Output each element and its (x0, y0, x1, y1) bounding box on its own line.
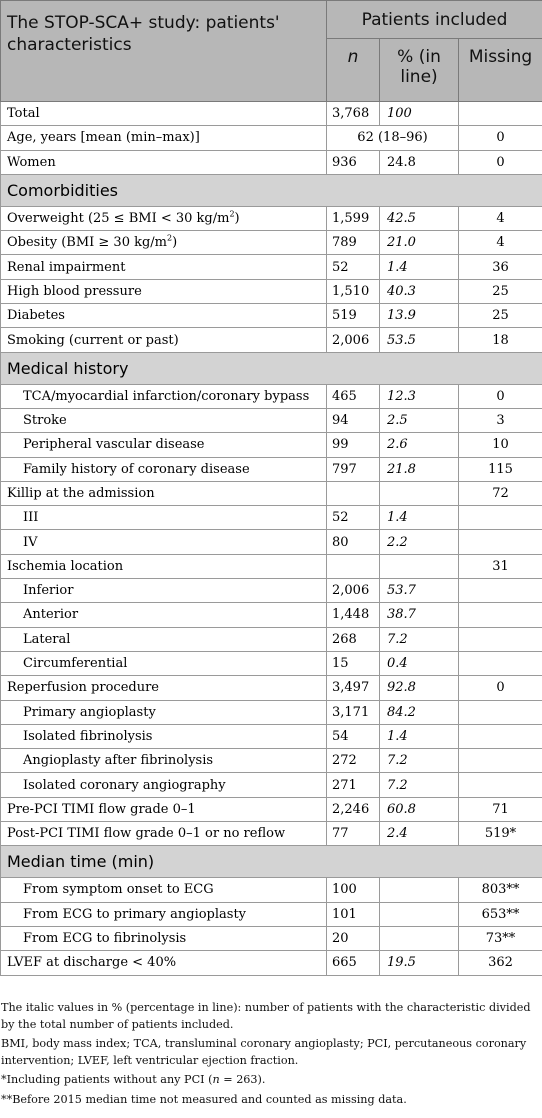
row-label: IV (1, 530, 327, 554)
row-label: Post-PCI TIMI flow grade 0–1 or no reflow (1, 822, 327, 846)
n-cell: 2,006 (327, 579, 380, 603)
row-label-suffix: ) (234, 211, 240, 227)
row-label: Killip at the admission (1, 481, 327, 505)
footnote-italic: The italic values in % (percentage in line): number of patients with the characteristic divided by the total number of patients included. (1, 1001, 531, 1031)
missing-cell: 31 (459, 554, 542, 578)
col-missing-header: Missing (459, 39, 542, 102)
table-row (1, 126, 542, 150)
n-cell: 2,246 (327, 797, 380, 821)
row-label (1, 206, 327, 230)
n-cell: 80 (327, 530, 380, 554)
missing-cell (459, 603, 542, 627)
row-label: Women (1, 150, 327, 174)
table-row (1, 554, 542, 578)
missing-cell: 519* (459, 822, 542, 846)
row-label: Ischemia location (1, 554, 327, 578)
pct-cell: 7.2 (380, 773, 459, 797)
row-label: Reperfusion procedure (1, 676, 327, 700)
row-label: Primary angioplasty (1, 700, 327, 724)
row-label: TCA/myocardial infarction/coronary bypass (1, 384, 327, 408)
missing-cell (459, 700, 542, 724)
table-row (1, 328, 542, 352)
row-label: Lateral (1, 627, 327, 651)
n-cell: 3,171 (327, 700, 380, 724)
pct-cell: 0.4 (380, 651, 459, 675)
n-cell: 2,006 (327, 328, 380, 352)
footnote-abbreviations: BMI, body mass index; TCA, transluminal coronary angioplasty; PCI, percutaneous coronary intervention; LVEF, left ventricular ejection fraction. (1, 1037, 527, 1067)
missing-cell (459, 506, 542, 530)
missing-cell: 25 (459, 279, 542, 303)
table-row (1, 279, 542, 303)
table-row (1, 676, 542, 700)
n-cell: 52 (327, 506, 380, 530)
n-cell: 936 (327, 150, 380, 174)
missing-cell (459, 530, 542, 554)
pct-cell: 2.6 (380, 433, 459, 457)
row-label-text: Overweight (25 ≤ BMI < 30 kg/m (7, 211, 230, 227)
n-cell (327, 481, 380, 505)
footnote-star-pre: *Including patients without any PCI ( (1, 1073, 213, 1086)
missing-cell: 36 (459, 255, 542, 279)
table-row (1, 433, 542, 457)
missing-cell: 115 (459, 457, 542, 481)
n-cell: 94 (327, 408, 380, 432)
table-row (1, 506, 542, 530)
table-row (1, 951, 542, 975)
pct-cell: 21.8 (380, 457, 459, 481)
section-row (1, 352, 542, 384)
pct-cell: 7.2 (380, 749, 459, 773)
footnote-star (1, 1072, 541, 1089)
row-label: From symptom onset to ECG (1, 878, 327, 902)
n-cell: 268 (327, 627, 380, 651)
row-label: Isolated coronary angiography (1, 773, 327, 797)
n-cell: 271 (327, 773, 380, 797)
row-label: Circumferential (1, 651, 327, 675)
table-row (1, 797, 542, 821)
pct-cell: 2.5 (380, 408, 459, 432)
table-row (1, 150, 542, 174)
n-cell: 797 (327, 457, 380, 481)
n-cell: 1,599 (327, 206, 380, 230)
col-pct-header: % (in line) (380, 39, 459, 102)
row-label: Renal impairment (1, 255, 327, 279)
table-row (1, 530, 542, 554)
n-cell: 789 (327, 231, 380, 255)
n-cell: 272 (327, 749, 380, 773)
pct-cell: 100 (380, 102, 459, 126)
n-cell: 1,448 (327, 603, 380, 627)
missing-cell (459, 102, 542, 126)
missing-cell: 18 (459, 328, 542, 352)
missing-cell (459, 627, 542, 651)
pct-cell: 53.7 (380, 579, 459, 603)
row-label: Total (1, 102, 327, 126)
missing-cell: 71 (459, 797, 542, 821)
table-row (1, 206, 542, 230)
pct-cell: 42.5 (380, 206, 459, 230)
section-row (1, 846, 542, 878)
pct-cell (380, 878, 459, 902)
n-cell: 54 (327, 724, 380, 748)
table-row (1, 651, 542, 675)
table-row (1, 822, 542, 846)
n-cell: 3,497 (327, 676, 380, 700)
table-row (1, 902, 542, 926)
missing-cell: 10 (459, 433, 542, 457)
row-label: From ECG to fibrinolysis (1, 926, 327, 950)
row-label-superscript: 2 (229, 209, 235, 219)
n-cell: 77 (327, 822, 380, 846)
pct-cell: 21.0 (380, 231, 459, 255)
table-title: The STOP-SCA+ study: patients' characteristics (1, 1, 327, 102)
row-label (1, 231, 327, 255)
pct-cell: 40.3 (380, 279, 459, 303)
row-label: Pre-PCI TIMI flow grade 0–1 (1, 797, 327, 821)
n-cell: 101 (327, 902, 380, 926)
missing-cell: 0 (459, 676, 542, 700)
row-label: Smoking (current or past) (1, 328, 327, 352)
table-row (1, 724, 542, 748)
table-row (1, 304, 542, 328)
n-cell: 99 (327, 433, 380, 457)
row-label: III (1, 506, 327, 530)
table-row (1, 603, 542, 627)
row-label: Peripheral vascular disease (1, 433, 327, 457)
table-row (1, 255, 542, 279)
pct-cell: 84.2 (380, 700, 459, 724)
pct-cell (380, 926, 459, 950)
footnote-double-star: **Before 2015 median time not measured and counted as missing data. (1, 1092, 407, 1106)
pct-cell: 1.4 (380, 724, 459, 748)
table-row (1, 700, 542, 724)
n-cell: 665 (327, 951, 380, 975)
row-label: Anterior (1, 603, 327, 627)
table-row (1, 481, 542, 505)
pct-cell: 12.3 (380, 384, 459, 408)
table-row (1, 878, 542, 902)
missing-cell: 0 (459, 150, 542, 174)
footnote-star-n: n (212, 1073, 220, 1086)
pct-cell (380, 554, 459, 578)
row-label: Stroke (1, 408, 327, 432)
missing-cell (459, 579, 542, 603)
missing-cell (459, 651, 542, 675)
n-cell: 1,510 (327, 279, 380, 303)
pct-cell: 2.2 (380, 530, 459, 554)
n-cell (327, 554, 380, 578)
n-cell: 52 (327, 255, 380, 279)
pct-cell: 60.8 (380, 797, 459, 821)
missing-cell: 3 (459, 408, 542, 432)
pct-cell: 19.5 (380, 951, 459, 975)
missing-cell: 362 (459, 951, 542, 975)
table-body (1, 102, 542, 976)
missing-cell: 73** (459, 926, 542, 950)
col-n-header: n (327, 39, 380, 102)
pct-cell (380, 902, 459, 926)
pct-cell: 38.7 (380, 603, 459, 627)
row-label: Diabetes (1, 304, 327, 328)
pct-cell: 13.9 (380, 304, 459, 328)
n-cell: 15 (327, 651, 380, 675)
row-label: High blood pressure (1, 279, 327, 303)
missing-cell: 4 (459, 206, 542, 230)
row-label: From ECG to primary angioplasty (1, 902, 327, 926)
table-row (1, 926, 542, 950)
section-row (1, 174, 542, 206)
row-label-text: Obesity (BMI ≥ 30 kg/m (7, 235, 168, 251)
row-label: Age, years [mean (min–max)] (1, 126, 327, 150)
n-cell: 465 (327, 384, 380, 408)
table-row (1, 773, 542, 797)
pct-cell: 53.5 (380, 328, 459, 352)
n-cell: 519 (327, 304, 380, 328)
pct-cell: 24.8 (380, 150, 459, 174)
footnote-star-post: = 263). (219, 1073, 266, 1086)
pct-cell: 92.8 (380, 676, 459, 700)
missing-cell: 72 (459, 481, 542, 505)
n-cell: 100 (327, 878, 380, 902)
row-label-suffix: ) (172, 235, 178, 251)
n-cell: 20 (327, 926, 380, 950)
row-label: LVEF at discharge < 40% (1, 951, 327, 975)
row-label-superscript: 2 (167, 234, 173, 243)
pct-cell: 1.4 (380, 506, 459, 530)
row-label: Family history of coronary disease (1, 457, 327, 481)
table-row (1, 627, 542, 651)
pct-cell: 7.2 (380, 627, 459, 651)
row-label: Angioplasty after fibrinolysis (1, 749, 327, 773)
pct-cell: 2.4 (380, 822, 459, 846)
patients-included-header: Patients included (327, 1, 542, 39)
table-row (1, 579, 542, 603)
table-row (1, 749, 542, 773)
row-label: Inferior (1, 579, 327, 603)
missing-cell: 0 (459, 126, 542, 150)
missing-cell: 803** (459, 878, 542, 902)
table-row (1, 408, 542, 432)
section-label: Median time (min) (1, 846, 542, 878)
row-label: Isolated fibrinolysis (1, 724, 327, 748)
missing-cell: 4 (459, 231, 542, 255)
table-row (1, 384, 542, 408)
missing-cell (459, 773, 542, 797)
section-label: Medical history (1, 352, 542, 384)
missing-cell: 653** (459, 902, 542, 926)
section-label: Comorbidities (1, 174, 542, 206)
missing-cell: 0 (459, 384, 542, 408)
pct-cell: 1.4 (380, 255, 459, 279)
n-cell: 3,768 (327, 102, 380, 126)
footnotes (0, 1000, 541, 1111)
missing-cell: 25 (459, 304, 542, 328)
table-row (1, 457, 542, 481)
pct-cell (380, 481, 459, 505)
missing-cell (459, 724, 542, 748)
merged-value: 62 (18–96) (327, 126, 459, 150)
table-row (1, 231, 542, 255)
missing-cell (459, 749, 542, 773)
table-row (1, 102, 542, 126)
